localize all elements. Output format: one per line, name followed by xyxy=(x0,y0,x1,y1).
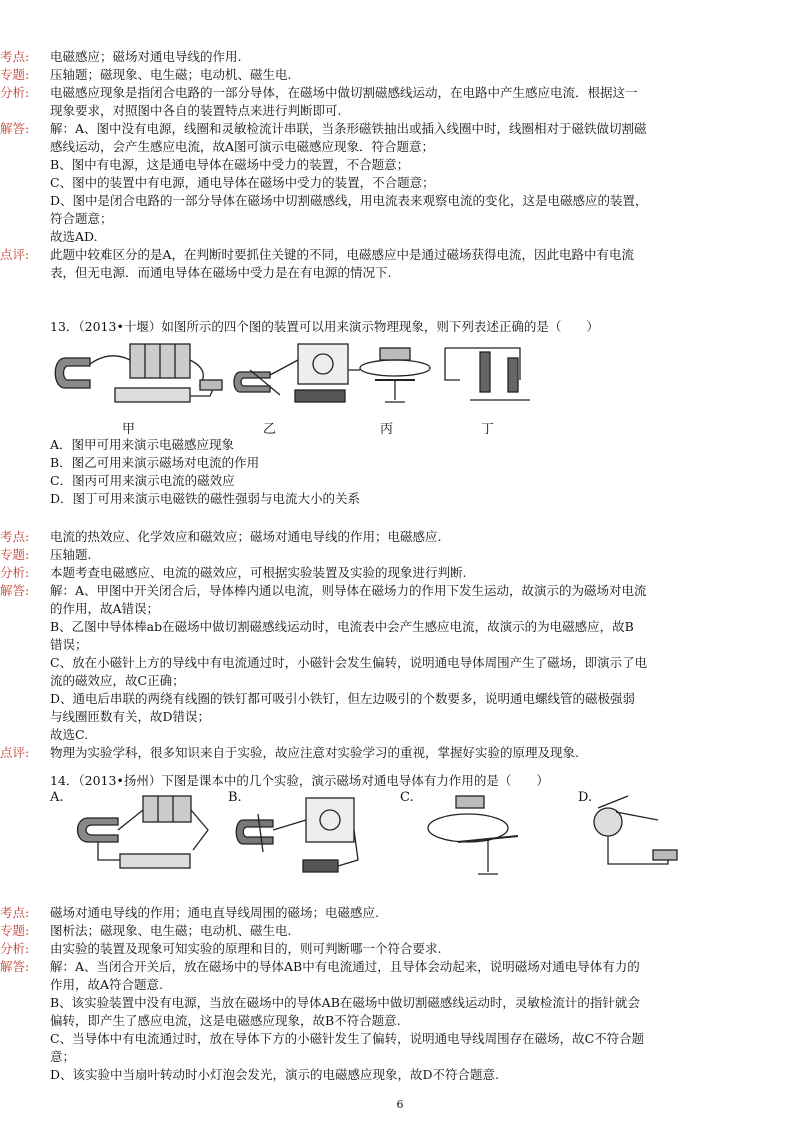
text-line: D、通电后串联的两绕有线圈的铁钉都可吸引小铁钉，但左边吸引的个数要多，说明通电螺线管的磁极强弱 xyxy=(50,691,636,706)
text-line: 感线运动，会产生感应电流，故A图可演示电磁感应现象．符合题意； xyxy=(50,139,435,154)
q13-kaodian: 电流的热效应、化学效应和磁效应；磁场对通电导线的作用；电磁感应. xyxy=(50,529,442,544)
text-line: 的作用，故A错误； xyxy=(50,601,160,616)
q13-zhuanti: 压轴题. xyxy=(50,547,92,562)
dianping-label: 点评: xyxy=(0,745,30,760)
fig-label-a: A. xyxy=(50,790,64,805)
q14-solution xyxy=(0,904,754,1084)
text-line: C、放在小磁针上方的导线中有电流通过时，小磁针会发生偏转，说明通电导体周围产生了磁场，即演示了电 xyxy=(50,655,648,670)
prev-kaodian: 电磁感应；磁场对通电导线的作用. xyxy=(50,49,242,64)
q13-figure xyxy=(50,340,550,410)
prev-solution xyxy=(0,48,754,282)
option-d[interactable]: D．图丁可用来演示电磁铁的磁性强弱与电流大小的关系 xyxy=(50,491,361,506)
q13-jieda xyxy=(50,582,754,744)
q13-fenxi: 本题考查电磁感应、电流的磁效应，可根据实验装置及实验的现象进行判断. xyxy=(50,565,467,580)
q13-options xyxy=(50,436,360,508)
q13-dianping: 物理为实验学科，很多知识来自于实验，故应注意对实验学习的重视，掌握好实验的原理及现象. xyxy=(50,745,579,760)
text-line: 表，但无电源．而通电导体在磁场中受力是在有电源的情况下. xyxy=(50,265,392,280)
option-b[interactable]: B．图乙可用来演示磁场对电流的作用 xyxy=(50,455,260,470)
text-line: 现象要求，对照图中各自的装置特点来进行判断即可. xyxy=(50,103,342,118)
option-c[interactable]: C．图丙可用来演示电流的磁效应 xyxy=(50,473,235,488)
text-line: 解：A、当闭合开关后，放在磁场中的导体AB中有电流通过，且导体会动起来，说明磁场对通电导体有力的 xyxy=(50,959,640,974)
zhuanti-label: 专题: xyxy=(0,547,30,562)
text-line: C、当导体中有电流通过时，放在导体下方的小磁针发生了偏转，说明通电导线周围存在磁场，故C不符合题 xyxy=(50,1031,645,1046)
text-line: 电磁感应现象是指闭合电路的一部分导体，在磁场中做切割磁感线运动，在电路中产生感应电流．根据这一 xyxy=(50,85,638,100)
text-line: 解：A、甲图中开关闭合后，导体棒内通以电流，则导体在磁场力的作用下发生运动，故演示的为磁场对电流 xyxy=(50,583,647,598)
text-line: 偏转，即产生了感应电流，这是电磁感应现象，故B不符合题意. xyxy=(50,1013,401,1028)
jieda-label: 解答: xyxy=(0,121,30,136)
q14-kaodian: 磁场对通电导线的作用；通电直导线周围的磁场；电磁感应. xyxy=(50,905,379,920)
kaodian-label: 考点: xyxy=(0,529,30,544)
jieda-label: 解答: xyxy=(0,583,30,598)
text-line: 符合题意； xyxy=(50,211,113,226)
page-number: 6 xyxy=(396,1098,404,1111)
text-line: D、图中是闭合电路的一部分导体在磁场中切割磁感线，用电流表来观察电流的变化，这是电磁感应的装置， xyxy=(50,193,648,208)
caption-yi: 乙 xyxy=(263,422,277,437)
q13-title: 13．（2013•十堰）如图所示的四个图的装置可以用来演示物理现象，则下列表述正确的是（ ） xyxy=(50,319,599,334)
zhuanti-label: 专题: xyxy=(0,923,30,938)
text-line: 与线圈匝数有关，故D错误； xyxy=(50,709,211,724)
dianping-label: 点评: xyxy=(0,247,30,262)
kaodian-label: 考点: xyxy=(0,49,30,64)
prev-zhuanti: 压轴题；磁现象、电生磁；电动机、磁生电. xyxy=(50,67,292,82)
fig-label-c: C. xyxy=(400,790,414,805)
text-line: B、图中有电源，这是通电导体在磁场中受力的装置，不合题意； xyxy=(50,157,410,172)
text-line: D、该实验中当扇叶转动时小灯泡会发光，演示的电磁感应现象，故D不符合题意. xyxy=(50,1067,500,1082)
fenxi-label: 分析: xyxy=(0,565,30,580)
q14-figure xyxy=(68,790,708,888)
text-line: 错误； xyxy=(50,637,88,652)
text-line: 意； xyxy=(50,1049,76,1064)
text-line: 故选AD. xyxy=(50,229,98,244)
q14-jieda xyxy=(50,958,754,1084)
text-line: B、该实验装置中没有电源，当放在磁场中的导体AB在磁场中做切割磁感线运动时，灵敏检流计的指针就会 xyxy=(50,995,640,1010)
fig-label-b: B. xyxy=(228,790,242,805)
jieda-label: 解答: xyxy=(0,959,30,974)
q14-zhuanti: 图析法；磁现象、电生磁；电动机、磁生电. xyxy=(50,923,292,938)
caption-ding: 丁 xyxy=(481,422,495,437)
text-line: 解：A、图中没有电源，线圈和灵敏检流计串联，当条形磁铁抽出或插入线圈中时，线圈相对于磁铁做切割磁 xyxy=(50,121,647,136)
q13-solution xyxy=(0,528,754,762)
caption-jia: 甲 xyxy=(122,422,136,437)
fenxi-label: 分析: xyxy=(0,941,30,956)
text-line: 此题中较难区分的是A，在判断时要抓住关键的不同，电磁感应中是通过磁场获得电流，因此电路中有电流 xyxy=(50,247,635,262)
fenxi-label: 分析: xyxy=(0,85,30,100)
caption-bing: 丙 xyxy=(380,422,394,437)
text-line: B、乙图中导体棒ab在磁场中做切割磁感线运动时，电流表中会产生感应电流，故演示的为电磁感应，故B xyxy=(50,619,634,634)
prev-dianping xyxy=(50,246,754,282)
prev-fenxi xyxy=(50,84,754,120)
text-line: 故选C. xyxy=(50,727,89,742)
kaodian-label: 考点: xyxy=(0,905,30,920)
text-line: C、图中的装置中有电源，通电导体在磁场中受力的装置，不合题意； xyxy=(50,175,435,190)
text-line: 流的磁效应，故C正确； xyxy=(50,673,185,688)
text-line: 作用，故A符合题意. xyxy=(50,977,164,992)
zhuanti-label: 专题: xyxy=(0,67,30,82)
fig-label-d: D. xyxy=(578,790,593,805)
q14-title: 14．（2013•扬州）下图是课本中的几个实验，演示磁场对通电导体有力作用的是（ ） xyxy=(50,773,549,788)
prev-jieda xyxy=(50,120,754,246)
q14-fenxi: 由实验的装置及现象可知实验的原理和目的，则可判断哪一个符合要求. xyxy=(50,941,442,956)
option-a[interactable]: A．图甲可用来演示电磁感应现象 xyxy=(50,437,235,452)
